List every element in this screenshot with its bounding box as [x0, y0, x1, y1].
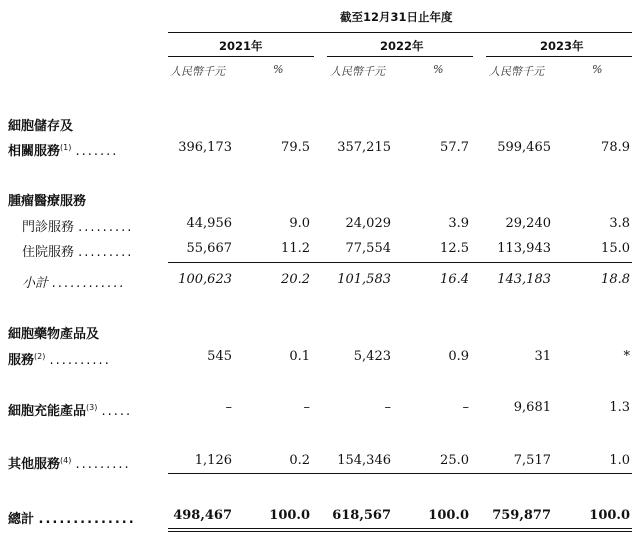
cell-function-value-0: –	[225, 400, 232, 415]
cell-function-value-2: –	[384, 400, 391, 415]
cell-storage-value-3: 57.7	[440, 140, 469, 155]
note-ref: (1)	[60, 143, 72, 152]
total-rule-top	[168, 473, 632, 474]
cell-drug-value-2: 5,423	[353, 349, 391, 364]
cell-function-value-3: –	[462, 400, 469, 415]
outpatient-value-5: 3.8	[609, 216, 630, 231]
other-services-label: 其他服務$^{(4)}$ .........	[8, 456, 131, 472]
year-2023: 2023年	[540, 39, 584, 53]
inpatient-value-1: 11.2	[281, 241, 310, 256]
subtotal-value-2: 101,583	[337, 272, 391, 287]
subtotal-value-0: 100,623	[178, 272, 232, 287]
year-rule-2021	[168, 56, 314, 57]
year-rule-2022	[327, 56, 473, 57]
total-value-4: 759,877	[492, 508, 551, 523]
cell-storage-value-5: 78.9	[601, 140, 630, 155]
inpatient-value-3: 12.5	[440, 241, 469, 256]
tumor-services-label: 腫瘤醫療服務	[8, 194, 87, 209]
subtotal-label: 小計 ............	[22, 276, 126, 291]
total-value-0: 498,467	[173, 508, 232, 523]
note-ref: (4)	[60, 456, 72, 465]
note-ref: (2)	[34, 352, 46, 361]
inpatient-value-5: 15.0	[601, 241, 630, 256]
other-value-0: 1,126	[194, 453, 232, 468]
total-value-1: 100.0	[269, 508, 310, 523]
cell-storage-value-4: 599,465	[497, 140, 551, 155]
cell-function-label: 細胞充能產品$^{(3)}$ .....	[8, 403, 133, 419]
cell-drug-value-1: 0.1	[289, 349, 310, 364]
unit-amount-2022: 人民幣千元	[330, 65, 385, 78]
outpatient-value-3: 3.9	[448, 216, 469, 231]
subtotal-value-5: 18.8	[601, 272, 630, 287]
cell-drug-value-0: 545	[207, 349, 232, 364]
cell-storage-value-0: 396,173	[178, 140, 232, 155]
cell-drug-label-line1: 細胞藥物產品及	[8, 327, 100, 342]
total-value-5: 100.0	[589, 508, 630, 523]
inpatient-label: 住院服務 .........	[22, 245, 134, 260]
outpatient-value-2: 24,029	[345, 216, 391, 231]
other-value-5: 1.0	[609, 453, 630, 468]
cell-storage-label-line1: 細胞儲存及	[8, 119, 74, 134]
cell-storage-label-line2: 相關服務$^{(1)}$ .......	[8, 143, 119, 159]
total-label: 總計 ..............	[8, 512, 136, 527]
other-value-2: 154,346	[337, 453, 391, 468]
outpatient-value-0: 44,956	[186, 216, 232, 231]
subtotal-value-3: 16.4	[440, 272, 469, 287]
cell-drug-value-5: *	[623, 349, 630, 364]
total-rule-1	[168, 528, 632, 529]
cell-drug-label-line2: 服務$^{(2)}$ ..........	[8, 352, 111, 368]
year-rule-2023	[486, 56, 632, 57]
year-2021: 2021年	[219, 39, 263, 53]
total-rule-2	[168, 531, 632, 532]
unit-amount-2021: 人民幣千元	[170, 65, 225, 78]
inpatient-value-0: 55,667	[186, 241, 232, 256]
inpatient-value-2: 77,554	[345, 241, 391, 256]
other-value-1: 0.2	[289, 453, 310, 468]
cell-storage-value-1: 79.5	[281, 140, 310, 155]
cell-drug-value-3: 0.9	[448, 349, 469, 364]
subtotal-value-1: 20.2	[281, 272, 310, 287]
cell-function-value-1: –	[303, 400, 310, 415]
cell-function-value-5: 1.3	[609, 400, 630, 415]
unit-pct-2023: %	[592, 63, 603, 76]
subtotal-rule	[168, 262, 632, 263]
cell-function-value-4: 9,681	[513, 400, 551, 415]
outpatient-value-4: 29,240	[505, 216, 551, 231]
total-value-3: 100.0	[428, 508, 469, 523]
unit-pct-2021: %	[273, 63, 284, 76]
year-2022: 2022年	[380, 39, 424, 53]
outpatient-value-1: 9.0	[289, 216, 310, 231]
period-header: 截至12月31日止年度	[340, 10, 453, 24]
unit-amount-2023: 人民幣千元	[489, 65, 544, 78]
cell-storage-value-2: 357,215	[337, 140, 391, 155]
header-rule	[168, 32, 632, 33]
other-value-3: 25.0	[440, 453, 469, 468]
inpatient-value-4: 113,943	[497, 241, 551, 256]
total-value-2: 618,567	[332, 508, 391, 523]
cell-drug-value-4: 31	[534, 349, 551, 364]
subtotal-value-4: 143,183	[497, 272, 551, 287]
outpatient-label: 門診服務 .........	[22, 220, 134, 235]
other-value-4: 7,517	[513, 453, 551, 468]
note-ref: (3)	[86, 403, 98, 412]
unit-pct-2022: %	[433, 63, 444, 76]
